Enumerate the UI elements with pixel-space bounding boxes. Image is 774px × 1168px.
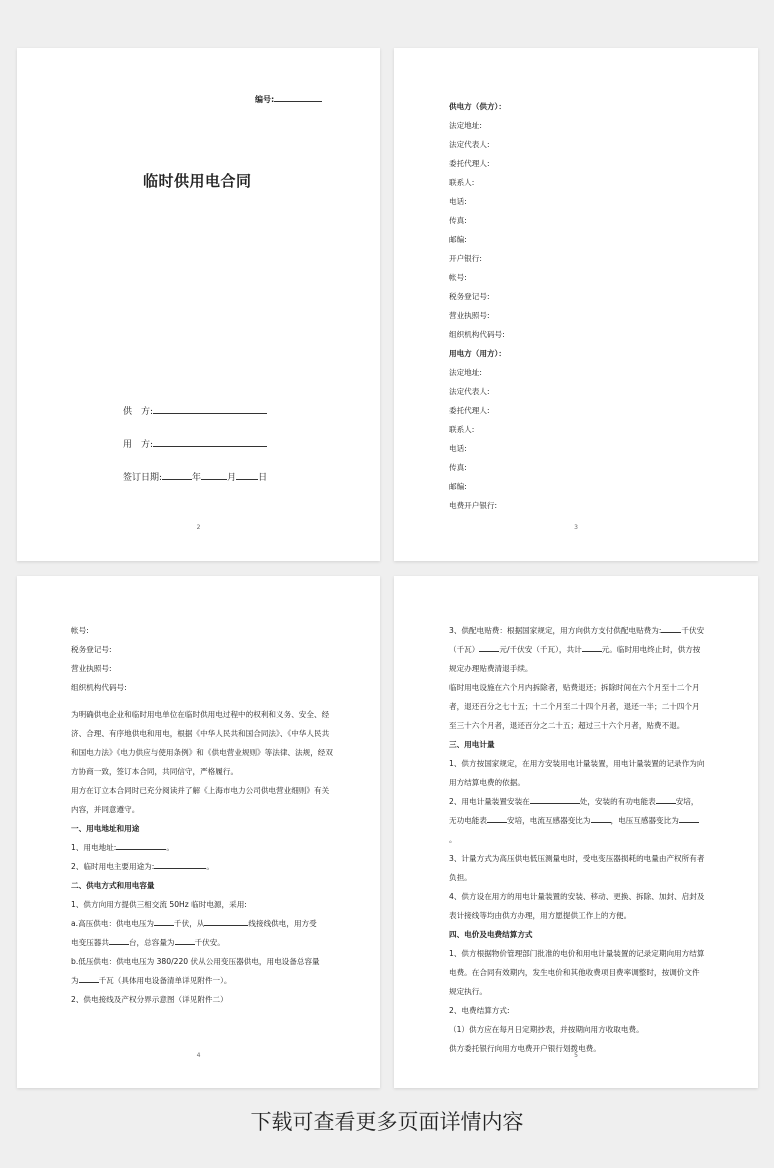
field-row: 开户银行:: [449, 254, 482, 263]
clause: 1、供方向用方提供三相交流 50Hz 临时电源，采用:: [71, 900, 247, 909]
clause: 供方委托银行向用方电费开户银行划拨电费。: [449, 1044, 601, 1053]
field-row: 传真:: [449, 216, 467, 225]
clause: 2、临时用电主要用途为: 。: [71, 862, 214, 871]
page-2: [17, 48, 380, 561]
intro-paragraph: 为明确供电企业和临时用电单位在临时供用电过程中的权利和义务、安全、经济、合理、有序地供电和用电，根据《中华人民共和国合同法》、《中华人民共和国电力法》《电力供应与使用条例》和《供电营业规则》等法律、法规，经双方协商一致，签订本合同，共同信守，严格履行。: [71, 710, 333, 776]
clause: 2、电费结算方式:: [449, 1006, 510, 1015]
page-title: 临时供用电合同: [143, 172, 252, 190]
clause: 1、用电地址: 。: [71, 843, 174, 852]
clause: 2、供电接线及产权分界示意图（详见附件二）: [71, 995, 228, 1004]
supplier-heading: 供电方（供方）：: [449, 102, 506, 111]
section-heading: 一、用电地址和用途: [71, 824, 140, 833]
clause: 1、供方按国家规定，在用方安装用电计量装置，用电计量装置的记录作为向用方结算电费的依据。: [449, 759, 705, 787]
clause: 1、供方根据物价管理部门批准的电价和用电计量装置的记录定期向用方结算电费。在合同有效期内，发生电价和其他收费项目费率调整时，按调价文件规定执行。: [449, 949, 705, 996]
user-heading: 用电方（用方）：: [449, 349, 506, 358]
party-info-list: [449, 97, 506, 515]
field-row: 电话:: [449, 197, 467, 206]
clause: b.低压供电：供电电压为 380/220 伏从公用变压器供电，用电设备总容量: [71, 957, 320, 966]
field-row: 联系人:: [449, 178, 475, 187]
page-5: [394, 576, 758, 1088]
field-row: 委托代理人:: [449, 406, 490, 415]
page-number: 5: [574, 1052, 578, 1059]
clause: 临时用电设施在六个月内拆除者，贴费退还；拆除时间在六个月至十二个月者，退还百分之七十五；十二个月至二十四个月者，退还一半；二十四个月至三十六个月者，退还百分之二十五；超过三十六个月者，贴费不退。: [449, 683, 700, 730]
page-number: 4: [196, 1052, 201, 1059]
field-row: 联系人:: [449, 425, 475, 434]
supplier-signature-row: 供 方:: [123, 404, 267, 417]
section-heading: 三、用电计量: [449, 740, 495, 749]
field-row: 营业执照号:: [449, 311, 490, 320]
sign-date-row: 签订日期: 年 月 日: [123, 473, 268, 483]
page-number: 2: [196, 524, 201, 531]
field-row: 法定代表人:: [449, 387, 490, 396]
field-row: 邮编:: [449, 235, 467, 244]
page-4: [17, 576, 380, 1088]
field-row: 法定地址:: [449, 121, 482, 130]
page-3: [394, 48, 758, 561]
clause: 2、用电计量装置安装在 处，安装的有功电能表 安培，无功电能表 安培，电流互感器变比为 ，电压互感器变比为。: [449, 797, 699, 844]
field-row: 帐号:: [449, 273, 467, 282]
field-row: 法定代表人:: [449, 140, 490, 149]
field-row: 组织机构代码号:: [449, 330, 505, 339]
user-signature-row: 用 方:: [123, 437, 267, 450]
intro-paragraph: 用方在订立本合同时已充分阅读并了解《上海市电力公司供电营业细则》有关内容，并同意遵守。: [71, 786, 330, 814]
contract-number-blank: [274, 93, 322, 102]
contract-body: [449, 621, 705, 1058]
clause: 为 千瓦（具体用电设备清单详见附件一）。: [71, 976, 232, 985]
field-row: 帐号:: [71, 626, 89, 635]
clause: a.高压供电：供电电压为 千伏，从 线接线供电，用方受: [71, 919, 317, 928]
field-row: 邮编:: [449, 482, 467, 491]
contract-body: [71, 621, 333, 1009]
field-row: 电费开户银行:: [449, 501, 498, 510]
clause: 3、计量方式为高压供电低压测量电时，受电变压器损耗的电量由产权所有者负担。: [449, 854, 705, 882]
field-row: 税务登记号:: [71, 645, 112, 654]
clause: 4、供方设在用方的用电计量装置的安装、移动、更换、拆除、加封、启封及表计接线等均由供方办理，用方愿提供工作上的方便。: [449, 892, 705, 920]
section-heading: 四、电价及电费结算方式: [449, 930, 533, 939]
section-heading: 二、供电方式和用电容量: [71, 881, 155, 890]
page-number: 3: [574, 524, 578, 531]
field-row: 税务登记号:: [449, 292, 490, 301]
field-row: 营业执照号:: [71, 664, 112, 673]
clause: （1）供方应在每月日定期抄表，并按期向用方收取电费。: [449, 1025, 644, 1034]
field-row: 法定地址:: [449, 368, 482, 377]
contract-number-row: 编号:: [255, 93, 322, 105]
field-row: 传真:: [449, 463, 467, 472]
clause: 电变压器共 台，总容量为 千伏安。: [71, 938, 225, 947]
field-row: 组织机构代码号:: [71, 683, 127, 692]
field-row: 电话:: [449, 444, 467, 453]
field-row: 委托代理人:: [449, 159, 490, 168]
clause: 3、供配电贴费：根据国家规定，用方向供方支付供配电贴费为: 千伏安（千瓦） 元/千伏安（千瓦），共计 元。临时用电终止时，供方按规定办理贴费清退手续。: [449, 626, 705, 673]
download-more-caption: 下载可查看更多页面详情内容: [250, 1110, 524, 1134]
